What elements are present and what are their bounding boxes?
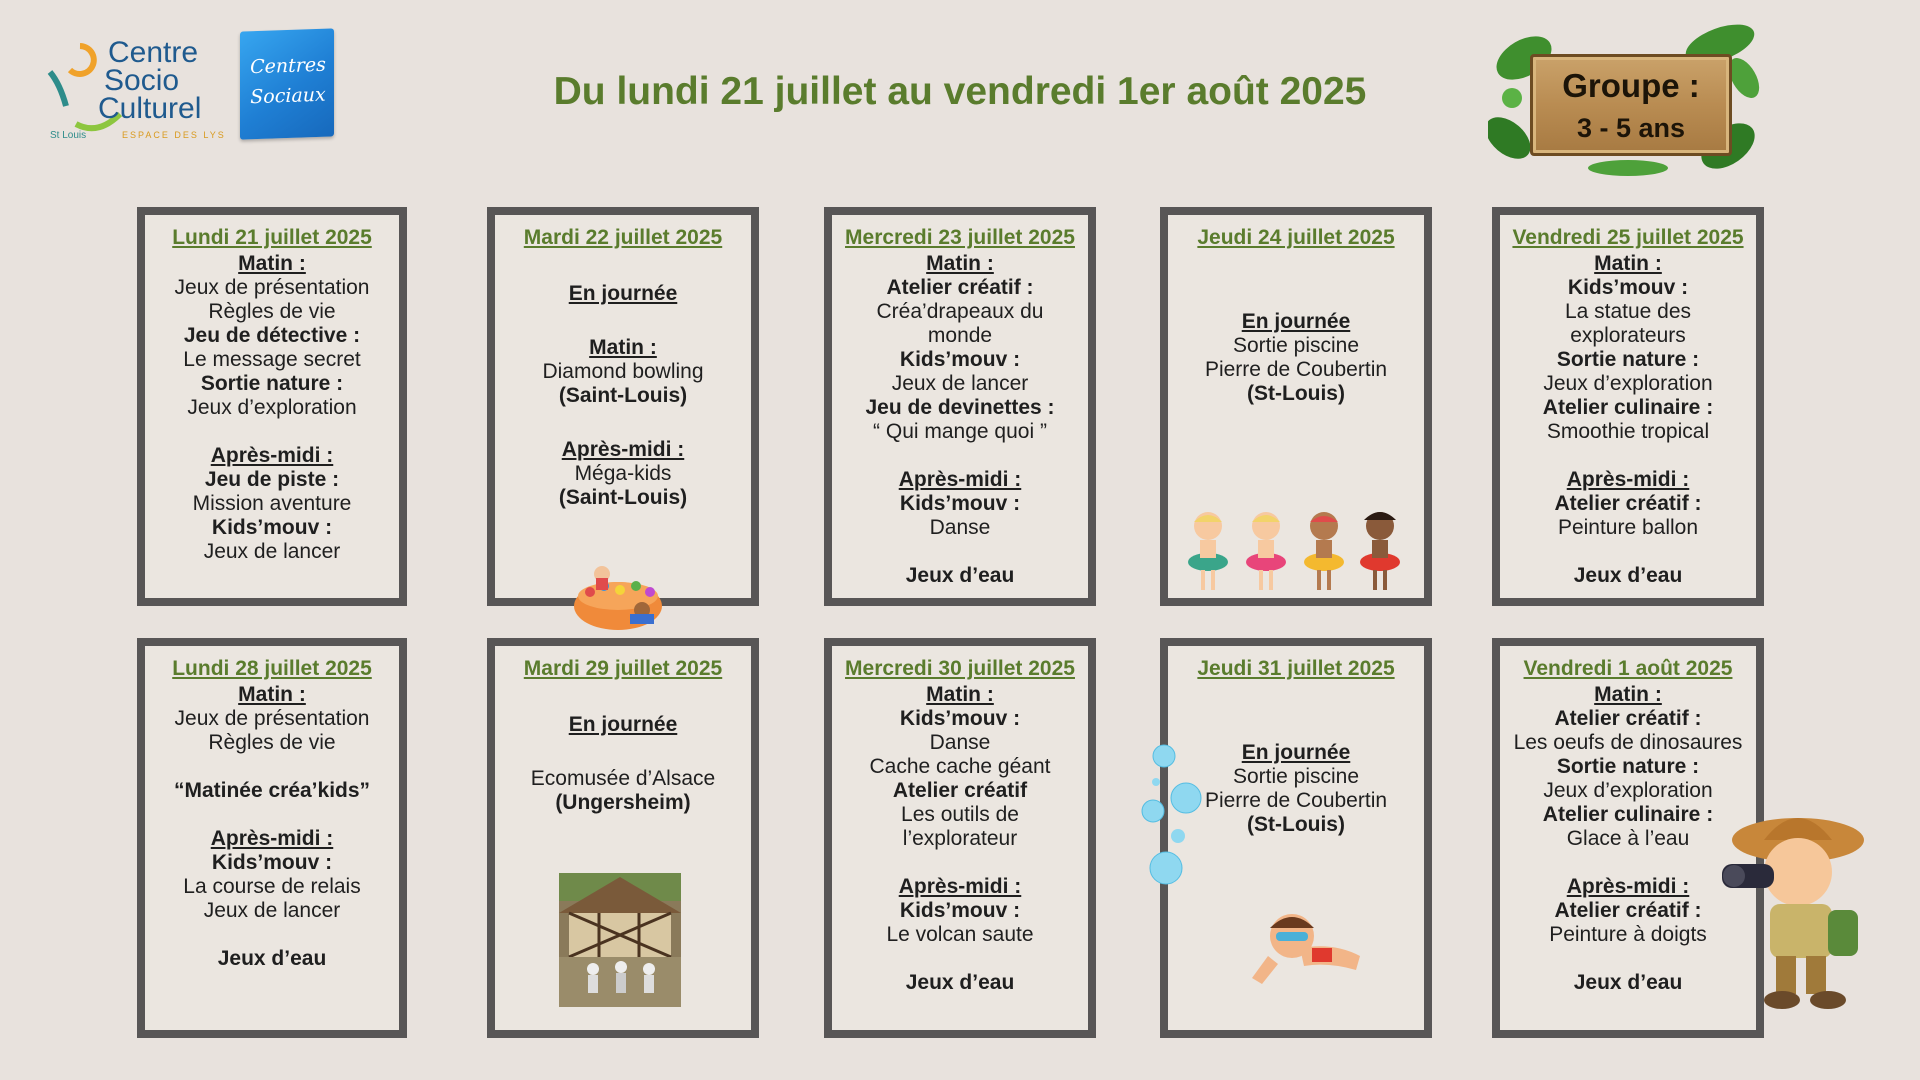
centre-socio-culturel-logo <box>46 32 236 148</box>
day-title: Vendredi 1 août 2025 <box>1523 657 1733 680</box>
day-title: Jeudi 31 juillet 2025 <box>1197 657 1395 680</box>
activity-text: Pierre de Coubertin <box>1204 358 1388 381</box>
spacer <box>145 923 399 947</box>
day-card <box>824 207 1096 606</box>
day-title: Vendredi 25 juillet 2025 <box>1512 226 1744 249</box>
activity-title: “Matinée créa’kids” <box>173 779 371 802</box>
spacer <box>145 755 399 779</box>
activity-title: Sortie nature : <box>200 372 344 395</box>
card-content <box>145 225 399 564</box>
section-heading: En journée <box>568 713 678 736</box>
day-card <box>137 638 407 1038</box>
activity-text: Peinture à doigts <box>1549 923 1707 946</box>
section-heading: Matin : <box>1594 683 1662 706</box>
swimmers-icon <box>1184 506 1410 596</box>
section-heading: En journée <box>1241 741 1351 764</box>
activity-text: Jeux d’exploration <box>1543 372 1713 395</box>
card-content <box>832 225 1088 588</box>
activity-text: Le message secret <box>183 348 361 371</box>
activity-title: Jeux d’eau <box>1573 564 1683 587</box>
logo-cs-line2: Sociaux <box>250 83 326 109</box>
activity-text: Ecomusée d’Alsace <box>530 767 716 790</box>
activity-title: Jeu de devinettes : <box>865 396 1055 419</box>
activity-title: Sortie nature : <box>1556 755 1700 778</box>
activity-text: Glace à l’eau <box>1566 827 1690 850</box>
activity-title: Jeux d’eau <box>905 971 1015 994</box>
activity-text: Jeux de lancer <box>891 372 1029 395</box>
activity-text: Jeux de lancer <box>203 540 341 563</box>
page-title: Du lundi 21 juillet au vendredi 1er août 2025 <box>553 70 1367 113</box>
section-heading: Après-midi : <box>898 875 1022 898</box>
card-content <box>145 656 399 971</box>
card-content <box>495 225 751 510</box>
spacer <box>832 851 1088 875</box>
spacer <box>1500 540 1756 564</box>
activity-text: Créa’drapeaux du <box>876 300 1044 323</box>
activity-title: (Ungersheim) <box>555 791 691 814</box>
day-card <box>487 207 759 606</box>
spacer <box>495 306 751 336</box>
spacer <box>1500 444 1756 468</box>
activity-text: Règles de vie <box>208 731 336 754</box>
activity-title: Atelier culinaire : <box>1542 803 1714 826</box>
logo-text-3: Culturel <box>98 92 202 125</box>
activity-text: Méga-kids <box>574 462 672 485</box>
section-heading: Matin : <box>589 336 657 359</box>
activity-text: La statue des <box>1564 300 1692 323</box>
day-title: Mercredi 30 juillet 2025 <box>845 657 1075 680</box>
activity-text: Diamond bowling <box>542 360 704 383</box>
activity-text: Danse <box>929 516 991 539</box>
activity-title: Kids’mouv : <box>211 516 333 539</box>
spacer <box>1168 683 1424 741</box>
activity-title: Kids’mouv : <box>899 707 1021 730</box>
activity-text: Peinture ballon <box>1557 516 1699 539</box>
activity-text: Les oeufs de dinosaures <box>1513 731 1743 754</box>
spacer <box>1168 252 1424 310</box>
activity-text: Sortie piscine <box>1232 334 1360 357</box>
activity-text: explorateurs <box>1570 324 1686 347</box>
activity-title: Jeux d’eau <box>217 947 327 970</box>
activity-title: Jeux d’eau <box>905 564 1015 587</box>
activity-text: Pierre de Coubertin <box>1204 789 1388 812</box>
section-heading: Après-midi : <box>1566 875 1690 898</box>
activity-title: Kids’mouv : <box>899 492 1021 515</box>
activity-text: Smoothie tropical <box>1546 420 1710 443</box>
activity-text: Cache cache géant <box>869 755 1051 778</box>
section-heading: En journée <box>1241 310 1351 333</box>
card-content <box>495 656 751 815</box>
activity-title: Jeux d’eau <box>1573 971 1683 994</box>
logo-text-2: Socio <box>104 64 180 97</box>
activity-title: Atelier créatif : <box>886 276 1034 299</box>
activity-text: Jeux de présentation <box>174 276 370 299</box>
activity-text: Jeux de présentation <box>174 707 370 730</box>
spacer <box>495 408 751 438</box>
ball-pit-icon <box>570 556 674 634</box>
logo-cs-line1: Centres <box>250 53 326 79</box>
section-heading: Matin : <box>238 252 306 275</box>
sign-board <box>1530 54 1732 156</box>
activity-text: Mission aventure <box>192 492 352 515</box>
logo-tag: ESPACE DES LYS <box>122 130 226 140</box>
activity-title: Atelier créatif : <box>1554 707 1702 730</box>
section-heading: Après-midi : <box>210 827 334 850</box>
activity-title: Atelier créatif <box>892 779 1028 802</box>
day-title: Lundi 28 juillet 2025 <box>172 657 372 680</box>
activity-title: Sortie nature : <box>1556 348 1700 371</box>
card-content <box>1168 656 1424 837</box>
day-title: Mardi 22 juillet 2025 <box>523 226 723 249</box>
swimming-boy-icon <box>1248 908 1380 996</box>
section-heading: En journée <box>568 282 678 305</box>
section-heading: Après-midi : <box>898 468 1022 491</box>
group-age: 3 - 5 ans <box>1576 113 1686 143</box>
day-card <box>1492 207 1764 606</box>
activity-text: monde <box>927 324 993 347</box>
spacer <box>832 444 1088 468</box>
group-sign <box>1488 18 1764 178</box>
activity-title: Atelier culinaire : <box>1542 396 1714 419</box>
activity-text: Danse <box>929 731 991 754</box>
activity-text: l’explorateur <box>902 827 1018 850</box>
logo-sub: St Louis <box>50 130 87 141</box>
activity-title: Atelier créatif : <box>1554 899 1702 922</box>
section-heading: Matin : <box>238 683 306 706</box>
explorer-icon <box>1718 800 1870 1014</box>
activity-title: (Saint-Louis) <box>558 486 688 509</box>
activity-text: Les outils de <box>901 803 1019 826</box>
activity-title: Jeu de piste : <box>204 468 340 491</box>
activity-title: Kids’mouv : <box>211 851 333 874</box>
group-label: Groupe : <box>1562 67 1700 104</box>
spacer <box>495 252 751 282</box>
activity-title: Kids’mouv : <box>899 348 1021 371</box>
activity-title: (St-Louis) <box>1247 813 1345 836</box>
section-heading: Après-midi : <box>1566 468 1690 491</box>
day-title: Jeudi 24 juillet 2025 <box>1197 226 1395 249</box>
activity-title: Kids’mouv : <box>899 899 1021 922</box>
activity-text: Jeux d’exploration <box>187 396 357 419</box>
activity-title: (Saint-Louis) <box>558 384 688 407</box>
spacer <box>832 947 1088 971</box>
activity-text: Jeux de lancer <box>203 899 341 922</box>
section-heading: Matin : <box>926 252 994 275</box>
card-content <box>832 656 1088 995</box>
activity-text: Règles de vie <box>208 300 336 323</box>
activity-text: La course de relais <box>183 875 361 898</box>
section-heading: Matin : <box>1594 252 1662 275</box>
centres-sociaux-logo <box>240 28 334 139</box>
spacer <box>832 540 1088 564</box>
activity-text: Le volcan saute <box>886 923 1034 946</box>
activity-title: Jeu de détective : <box>183 324 361 347</box>
day-card <box>137 207 407 606</box>
activity-title: Kids’mouv : <box>1567 276 1689 299</box>
logo-text-1: Centre <box>108 36 199 69</box>
activity-text: “ Qui mange quoi ” <box>873 420 1047 443</box>
section-heading: Après-midi : <box>210 444 334 467</box>
card-content <box>1168 225 1424 406</box>
activity-text: Sortie piscine <box>1232 765 1360 788</box>
bubbles-icon <box>1136 740 1202 890</box>
spacer <box>145 803 399 827</box>
activity-title: (St-Louis) <box>1247 382 1345 405</box>
spacer <box>495 683 751 713</box>
museum-photo <box>559 873 681 1007</box>
activity-text: Jeux d’exploration <box>1543 779 1713 802</box>
spacer <box>145 420 399 444</box>
spacer <box>495 737 751 767</box>
day-card <box>824 638 1096 1038</box>
section-heading: Matin : <box>926 683 994 706</box>
activity-title: Atelier créatif : <box>1554 492 1702 515</box>
card-content <box>1500 225 1756 588</box>
section-heading: Après-midi : <box>561 438 685 461</box>
day-title: Mercredi 23 juillet 2025 <box>845 226 1075 249</box>
day-title: Mardi 29 juillet 2025 <box>523 657 723 680</box>
day-title: Lundi 21 juillet 2025 <box>172 226 372 249</box>
